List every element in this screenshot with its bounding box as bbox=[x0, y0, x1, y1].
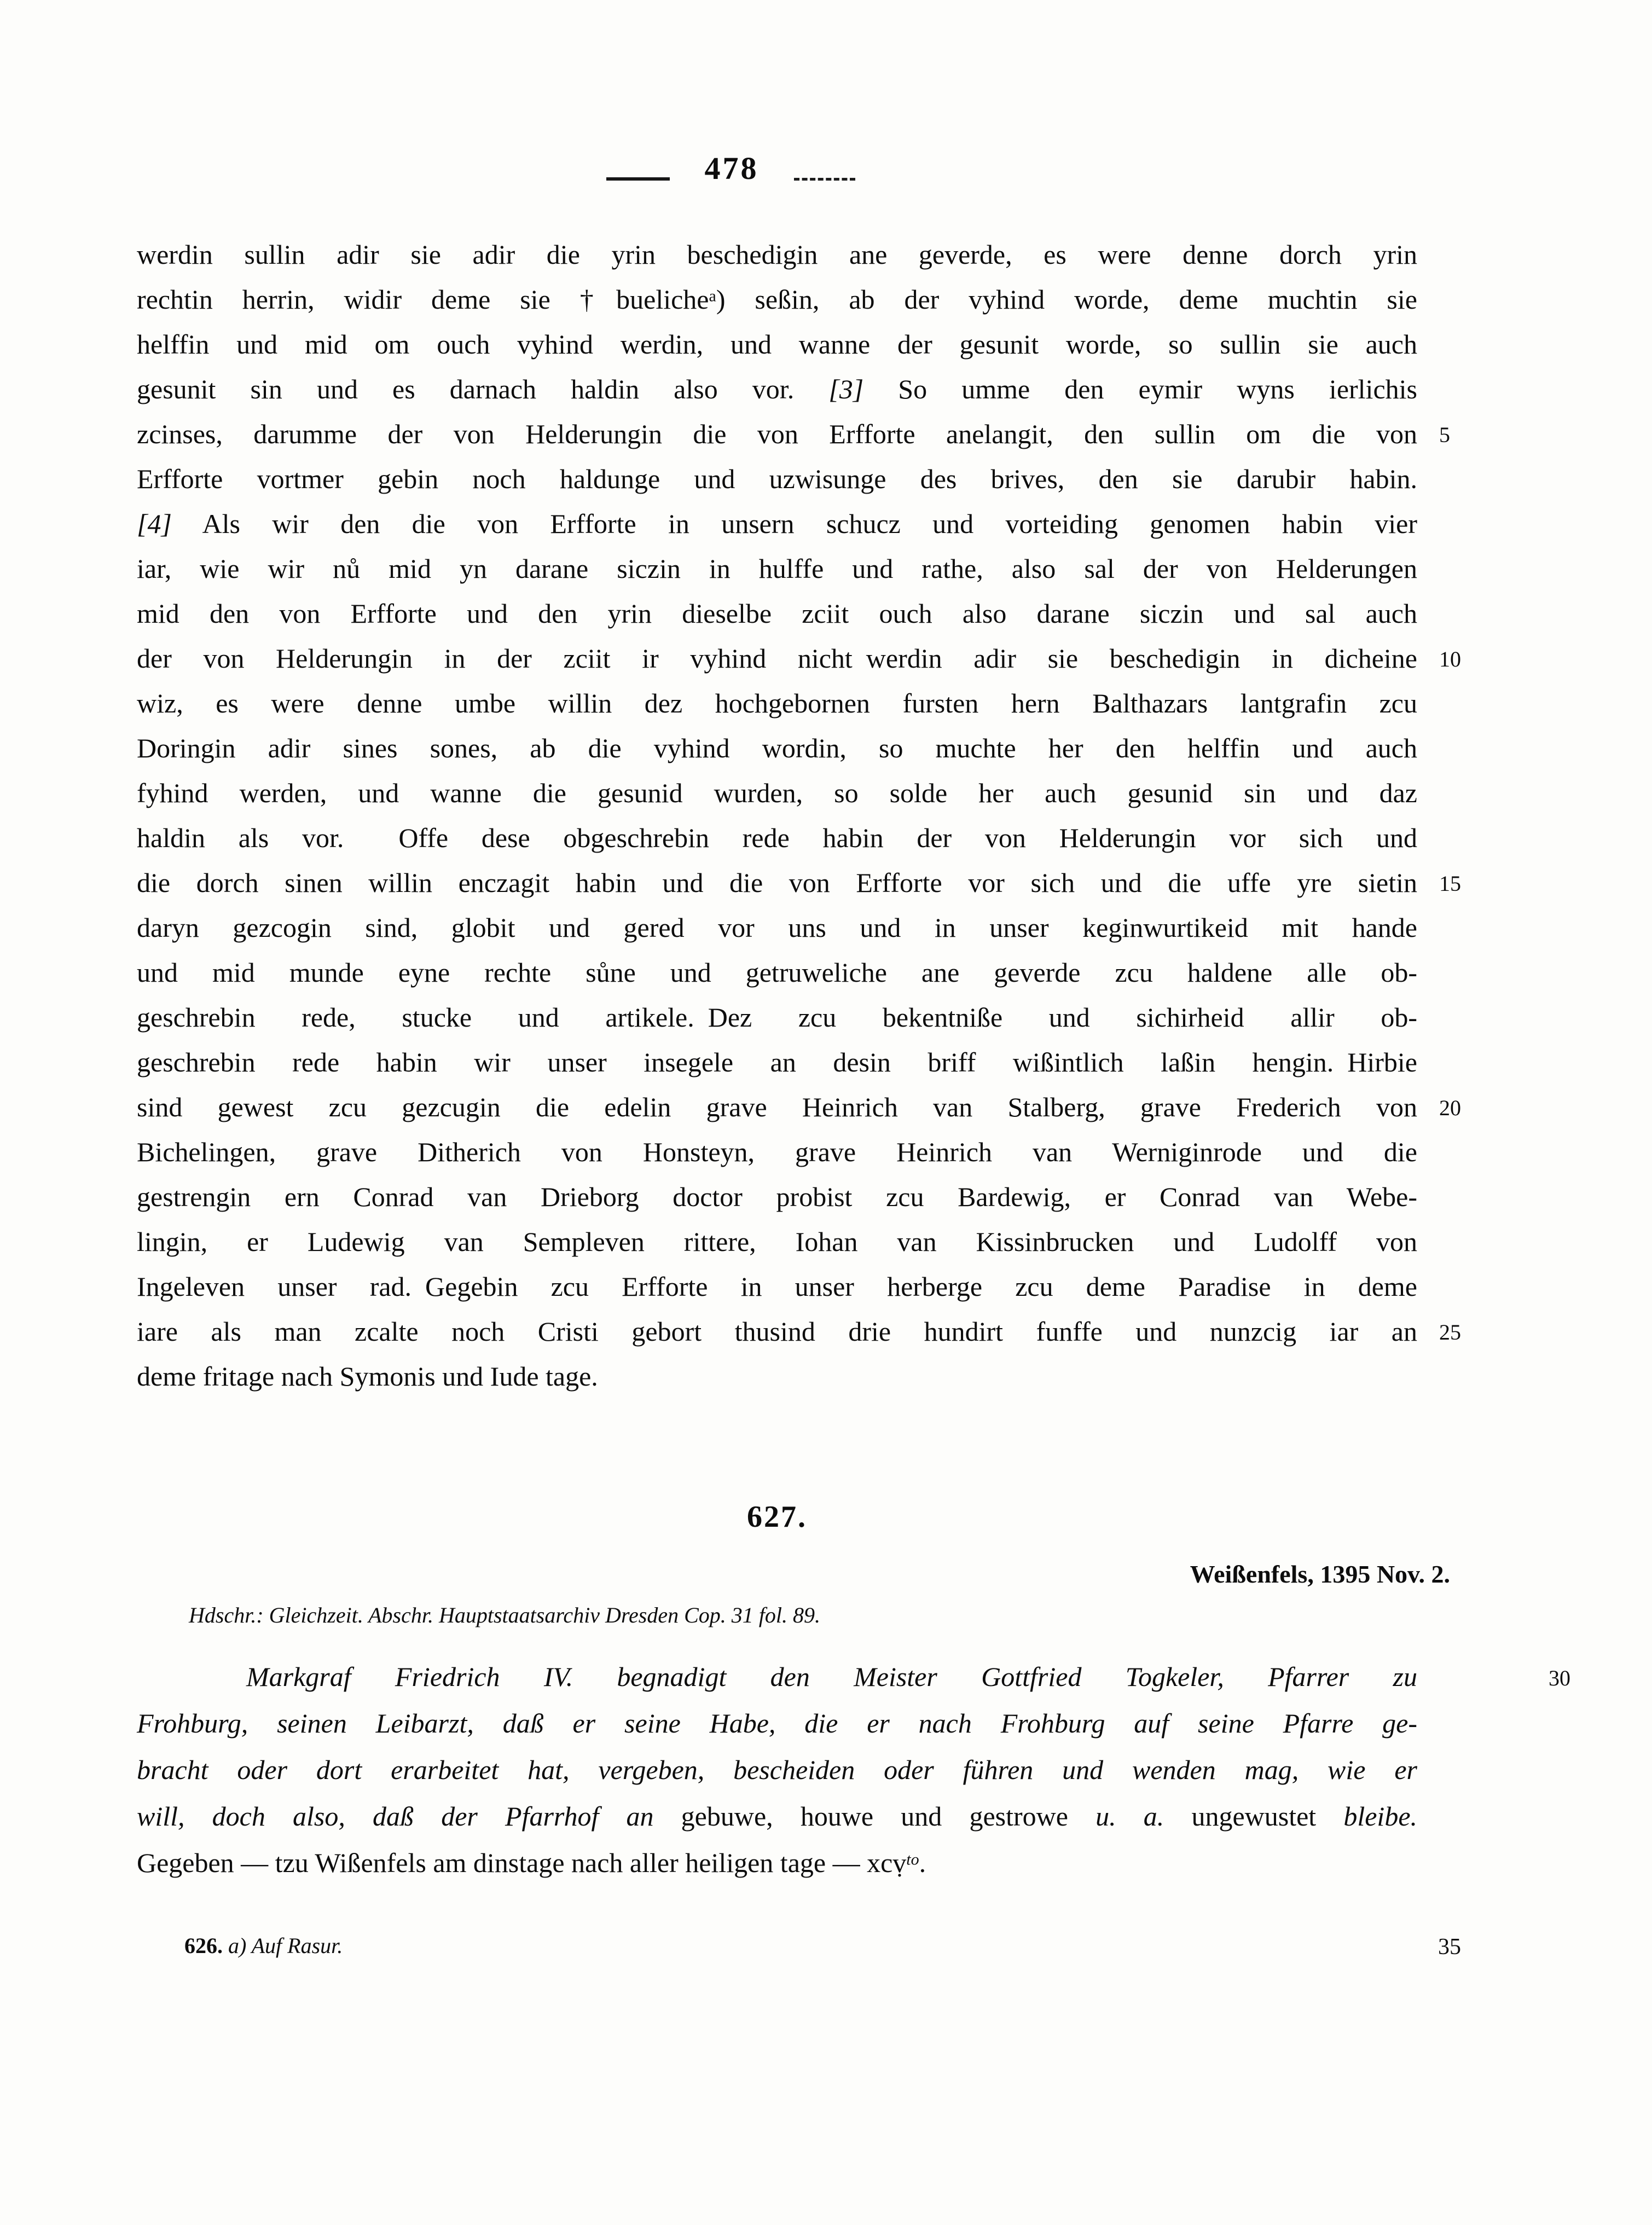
text-line bbox=[137, 1264, 1417, 1309]
footnote-text: a) Auf Rasur. bbox=[228, 1933, 343, 1958]
text-line bbox=[137, 367, 1417, 412]
text-segment: gestrengin ern Conrad van Drieborg doctor probist zcu Bardewig, er Conrad van Webe- bbox=[137, 1181, 1417, 1212]
text-segment: rechtin herrin, widir deme sie †bueliche bbox=[137, 284, 709, 315]
text-segment: [3] bbox=[828, 374, 864, 404]
text-line bbox=[137, 860, 1461, 905]
text-line bbox=[137, 322, 1417, 367]
text-segment: Erfforte vortmer gebin noch haldunge und uzwisunge des brives, den sie darubir habin. bbox=[137, 463, 1417, 494]
margin-line-number: 25 bbox=[1439, 1320, 1461, 1345]
text-segment: Gegeben — tzu Wißenfels am dinstage nach aller heiligen tage — xcṿ bbox=[137, 1847, 907, 1878]
text-segment: mid den von Erfforte und den yrin dieselbe zciit ouch also darane siczin und sal auch bbox=[137, 598, 1417, 629]
text-line bbox=[137, 546, 1417, 591]
margin-line-number: 5 bbox=[1439, 422, 1450, 447]
text-segment: wiz, es were denne umbe willin dez hochgebornen fursten hern Balthazars lantgrafin zcu bbox=[137, 688, 1417, 719]
page-number: 478 bbox=[704, 150, 759, 186]
text-line bbox=[137, 1309, 1461, 1354]
text-segment: und mid munde eyne rechte sůne und getruweliche ane geverde zcu haldene alle ob- bbox=[137, 957, 1417, 988]
margin-line-number: 10 bbox=[1439, 647, 1461, 671]
text-segment: geschrebin rede, stucke und artikele. Dez zcu bekentniße und sichirheid allir ob- bbox=[137, 1002, 1417, 1033]
text-segment: a bbox=[709, 287, 716, 305]
text-segment: der von Helderungin in der zciit ir vyhind nicht werdin adir sie beschedigin in dicheine bbox=[137, 643, 1417, 674]
text-segment: lingin, er Ludewig van Sempleven rittere, Iohan van Kissinbrucken und Ludolff von bbox=[137, 1226, 1417, 1257]
text-segment: die dorch sinen willin enczagit habin und die von Erfforte vor sich und die uffe yre sietin bbox=[137, 867, 1417, 898]
footnote bbox=[184, 1933, 343, 1959]
page-header bbox=[90, 143, 1371, 193]
text-line bbox=[137, 1085, 1461, 1129]
text-segment: Als wir den die von Erfforte in unsern schucz und vorteiding genomen habin vier bbox=[171, 508, 1417, 539]
text-segment: will, doch also, daß der Pfarrhof an bbox=[137, 1801, 681, 1832]
text-line bbox=[137, 815, 1417, 860]
entry-627-dateline: Weißenfels, 1395 Nov. 2. bbox=[1190, 1560, 1450, 1588]
text-line bbox=[137, 726, 1417, 770]
text-segment: zcinses, darumme der von Helderungin die von Erfforte anelangit, den sullin om die von bbox=[137, 419, 1417, 449]
text-segment: Ingeleven unser rad. Gegebin zcu Erfforte in unser herberge zcu deme Paradise in deme bbox=[137, 1271, 1417, 1302]
signature-mark: 35 bbox=[1438, 1934, 1461, 1960]
text-line bbox=[137, 591, 1417, 636]
text-line bbox=[137, 456, 1417, 501]
text-segment: daryn gezcogin sind, globit und gered vor uns und in unser keginwurtikeid mit hande bbox=[137, 912, 1417, 943]
text-segment: deme fritage nach Symonis und Iude tage. bbox=[137, 1361, 598, 1392]
text-line bbox=[137, 1040, 1417, 1085]
text-segment: Bichelingen, grave Ditherich von Honsteyn, grave Heinrich van Werniginrode und die bbox=[137, 1137, 1417, 1167]
text-line bbox=[137, 995, 1417, 1040]
footnote-label: 626. bbox=[184, 1933, 223, 1958]
margin-line-number: 30 bbox=[1549, 1666, 1570, 1690]
text-segment: Frohburg, seinen Leibarzt, daß er seine Habe, die er nach Frohburg auf seine Pfarre ge- bbox=[137, 1708, 1417, 1739]
text-segment: sind gewest zcu gezcugin die edelin grave Heinrich van Stalberg, grave Frederich von bbox=[137, 1092, 1417, 1122]
margin-line-number: 20 bbox=[1439, 1096, 1461, 1120]
text-line bbox=[137, 1354, 1417, 1399]
text-line bbox=[137, 1174, 1417, 1219]
text-line bbox=[137, 1700, 1417, 1747]
text-line bbox=[137, 1219, 1417, 1264]
text-segment: gebuwe, houwe und gestrowe bbox=[681, 1801, 1096, 1832]
text-segment: iar, wie wir nů mid yn darane siczin in hulffe und rathe, also sal der von Helderungen bbox=[137, 553, 1417, 584]
header-rule-right bbox=[794, 178, 855, 181]
entry-627-regesta bbox=[137, 1654, 1570, 1886]
text-line bbox=[137, 950, 1417, 995]
entry-627-heading: 627. bbox=[747, 1500, 807, 1534]
text-line bbox=[137, 1747, 1417, 1793]
text-line bbox=[137, 412, 1450, 456]
text-segment: [4] bbox=[137, 508, 172, 539]
margin-line-number: 15 bbox=[1439, 871, 1461, 896]
text-segment: u. a. bbox=[1095, 1801, 1192, 1832]
text-line bbox=[137, 232, 1417, 277]
text-segment: haldin als vor. Offe dese obgeschrebin rede habin der von Helderungin vor sich und bbox=[137, 822, 1417, 853]
text-segment: fyhind werden, und wanne die gesunid wurden, so solde her auch gesunid sin und daz bbox=[137, 778, 1417, 808]
text-segment: helffin und mid om ouch vyhind werdin, und wanne der gesunit worde, so sullin sie auch bbox=[137, 329, 1417, 360]
text-line bbox=[137, 681, 1417, 726]
text-segment: ) seßin, ab der vyhind worde, deme muchtin sie bbox=[716, 284, 1417, 315]
text-segment: Doringin adir sines sones, ab die vyhind wordin, so muchte her den helffin und auch bbox=[137, 733, 1417, 763]
text-segment: to bbox=[906, 1850, 919, 1869]
text-segment: . bbox=[919, 1847, 926, 1878]
text-line bbox=[137, 1840, 1417, 1886]
text-line bbox=[137, 1654, 1570, 1700]
entry-627-source: Hdschr.: Gleichzeit. Abschr. Hauptstaatsarchiv Dresden Cop. 31 fol. 89. bbox=[189, 1603, 821, 1627]
text-segment: gesunit sin und es darnach haldin also vor. bbox=[137, 374, 829, 404]
text-line bbox=[137, 277, 1417, 322]
entry-626-text bbox=[137, 232, 1461, 1399]
text-segment: bracht oder dort erarbeitet hat, vergeben, bescheiden oder führen und wenden mag, wie er bbox=[137, 1754, 1417, 1785]
text-line bbox=[137, 636, 1461, 681]
text-segment: iare als man zcalte noch Cristi gebort thusind drie hundirt funffe und nunzcig iar an bbox=[137, 1316, 1417, 1347]
text-line bbox=[137, 1793, 1417, 1840]
text-line bbox=[137, 501, 1417, 546]
text-segment: ungewustet bbox=[1191, 1801, 1344, 1832]
text-line bbox=[137, 905, 1417, 950]
text-segment: So umme den eymir wyns ierlichis bbox=[863, 374, 1417, 404]
header-rule-left bbox=[606, 177, 670, 181]
text-segment: Markgraf Friedrich IV. begnadigt den Meister Gottfried Togkeler, Pfarrer zu bbox=[246, 1661, 1417, 1692]
text-segment: bleibe. bbox=[1343, 1801, 1418, 1832]
text-segment: werdin sullin adir sie adir die yrin beschedigin ane geverde, es were denne dorch yrin bbox=[137, 239, 1417, 270]
text-segment: geschrebin rede habin wir unser insegele an desin briff wißintlich laßin hengin. Hirbie bbox=[137, 1047, 1417, 1077]
text-line bbox=[137, 1129, 1417, 1174]
text-line bbox=[137, 770, 1417, 815]
